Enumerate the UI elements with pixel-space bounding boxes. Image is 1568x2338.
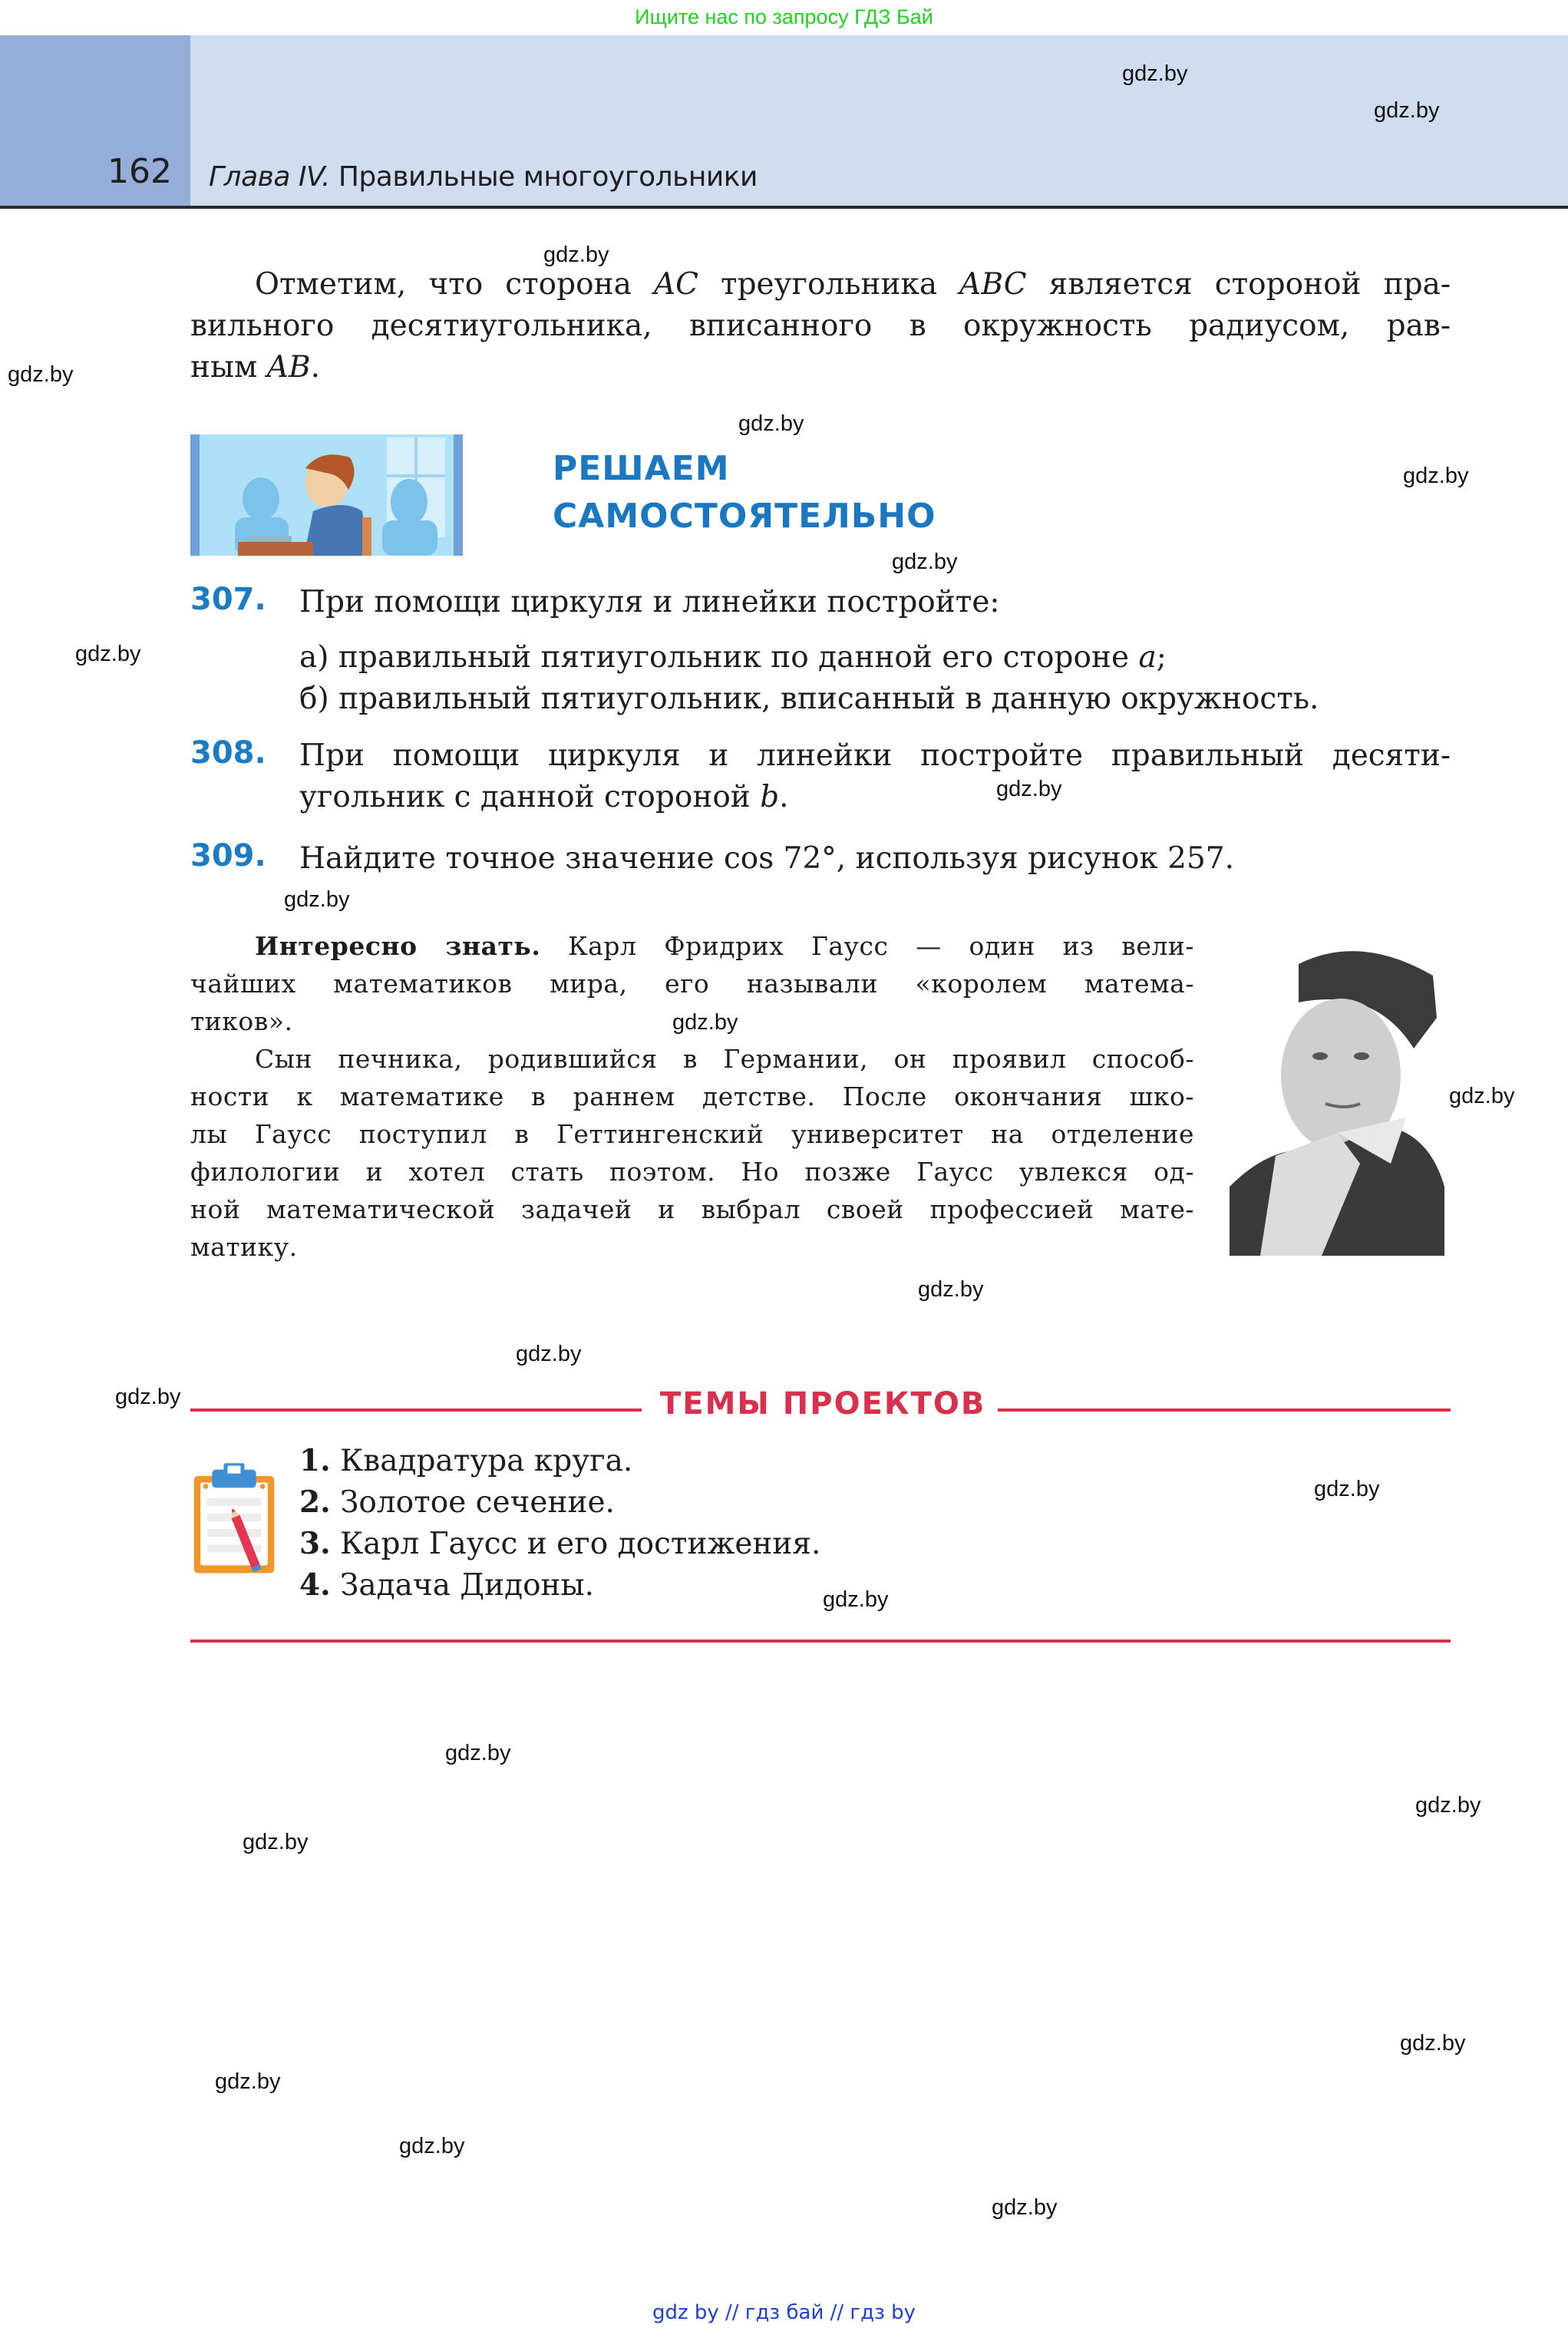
gauss-portrait [1230, 933, 1451, 1256]
projects-rule-right [998, 1408, 1451, 1412]
watermark: gdz.by [1403, 464, 1469, 488]
exercise-307-text: При помощи циркуля и линейки постройте: [299, 585, 1000, 619]
top-banner: Ищите нас по запросу ГДЗ Бай [635, 5, 933, 28]
watermark: gdz.by [399, 2134, 465, 2158]
clipboard-icon [189, 1452, 279, 1583]
watermark: gdz.by [8, 362, 74, 387]
watermark: gdz.by [918, 1277, 984, 1302]
exercise-number-309: 309. [190, 838, 266, 873]
watermark: gdz.by [1314, 1477, 1380, 1501]
watermark: gdz.by [672, 1010, 738, 1035]
project-item-2: 2. Золотое сечение. [299, 1484, 615, 1520]
exercise-309-text: Найдите точное значение cos 72°, используя рисунок 257. [299, 841, 1234, 876]
student-illustration [190, 434, 463, 556]
exercise-308-line1: При помощи циркуля и линейки постройте правильный десяти- [299, 738, 1451, 773]
exercise-number-308: 308. [190, 735, 266, 771]
exercise-307-item-b: б) правильный пятиугольник, вписанный в данную окружность. [299, 682, 1319, 716]
chapter-title [209, 161, 758, 193]
project-item-1: 1. Квадратура круга. [299, 1443, 633, 1478]
fact-heading: Интересно знать. [255, 931, 541, 961]
page-number: 162 [107, 152, 172, 191]
watermark: gdz.by [543, 243, 609, 267]
watermark: gdz.by [892, 550, 958, 574]
project-item-3: 3. Карл Гаусс и его достижения. [299, 1526, 821, 1561]
projects-rule-bottom [190, 1640, 1451, 1643]
project-item-4: 4. Задача Дидоны. [299, 1567, 594, 1603]
chapter-name: Правильные многоугольники [338, 161, 758, 193]
watermark: gdz.by [445, 1741, 511, 1765]
watermark: gdz.by [215, 2069, 281, 2094]
exercise-308-line2: угольник с данной стороной b. [299, 780, 789, 814]
watermark: gdz.by [1415, 1793, 1481, 1818]
watermark: gdz.by [992, 2195, 1058, 2220]
header-divider [0, 206, 1568, 209]
projects-title: ТЕМЫ ПРОЕКТОВ [660, 1386, 986, 1422]
watermark: gdz.by [115, 1385, 181, 1409]
watermark: gdz.by [75, 642, 141, 666]
watermark: gdz.by [516, 1342, 582, 1366]
watermark: gdz.by [1449, 1084, 1515, 1108]
watermark: gdz.by [738, 411, 804, 436]
interesting-fact: Интересно знать. Карл Фридрих Гаусс — один из вели- чайших математиков мира, его называли «королем матема- тиков». Сын печника, родившийся в Германии, он проявил способ- ности к математике в раннем детстве. После окончания шко- лы Гаусс поступил в Геттингенский университет на отделение филологии и хотел стать поэтом. Но позже Гаусс увлекся од- ной математической задачей и выбрал своей профессией мате- матику. [190, 931, 1194, 1262]
projects-rule-left [190, 1408, 642, 1412]
solve-section-title: РЕШАЕМ САМОСТОЯТЕЛЬНО [553, 449, 936, 536]
watermark: gdz.by [1400, 2031, 1466, 2056]
watermark: gdz.by [1122, 61, 1188, 86]
watermark: gdz.by [996, 777, 1062, 801]
watermark: gdz.by [823, 1587, 889, 1612]
exercise-number-307: 307. [190, 582, 266, 617]
watermark: gdz.by [1374, 98, 1440, 123]
exercise-307-item-a: а) правильный пятиугольник по данной его стороне a; [299, 640, 1167, 675]
intro-paragraph: Отметим, что сторона AC треугольника ABC является стороной пра- вильного десятиугольника, вписанного в окружность радиусом, рав- ным AB. [190, 267, 1451, 385]
chapter-label: Глава IV. [209, 161, 330, 193]
watermark: gdz.by [243, 1830, 309, 1854]
footer-links[interactable]: gdz by // гдз бай // гдз by [652, 2301, 916, 2324]
watermark: gdz.by [284, 887, 350, 912]
